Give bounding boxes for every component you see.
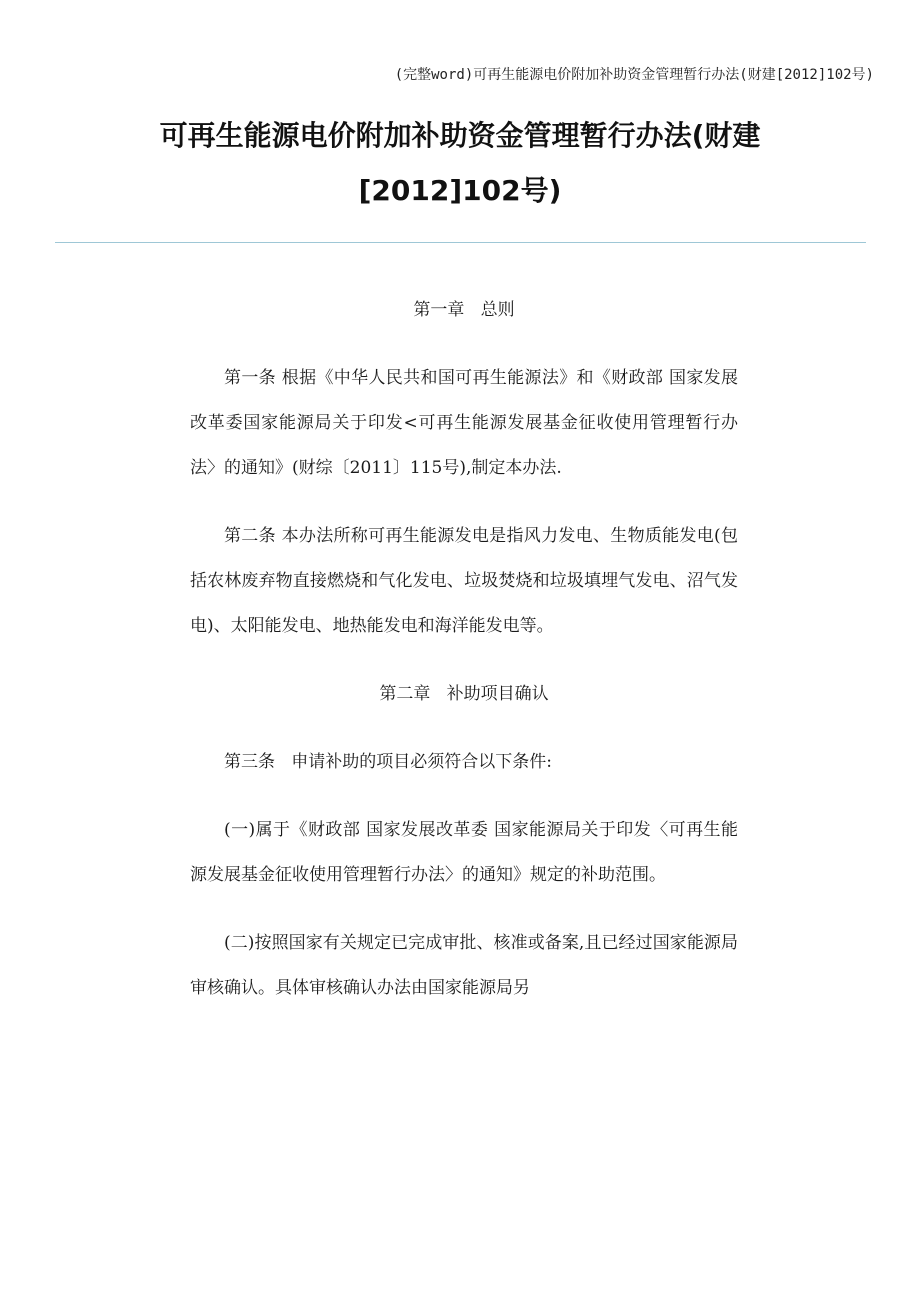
title-divider bbox=[55, 242, 866, 243]
running-header: (完整word)可再生能源电价附加补助资金管理暂行办法(财建[2012]102号) bbox=[394, 67, 874, 83]
chapter-heading-2: 第二章 补助项目确认 bbox=[379, 684, 549, 704]
clause-2: (二)按照国家有关规定已完成审批、核准或备案,且已经过国家能源局审核确认。具体审核确认办法由国家能源局另 bbox=[190, 933, 738, 998]
document-title bbox=[60, 108, 860, 218]
clause-1: (一)属于《财政部 国家发展改革委 国家能源局关于印发〈可再生能源发展基金征收使用管理暂行办法〉的通知》规定的补助范围。 bbox=[190, 820, 738, 885]
article-3: 第三条 申请补助的项目必须符合以下条件: bbox=[224, 752, 552, 772]
chapter-heading-1: 第一章 总则 bbox=[413, 300, 515, 320]
document-body bbox=[190, 288, 738, 1034]
article-1: 第一条 根据《中华人民共和国可再生能源法》和《财政部 国家发展改革委国家能源局关于印发<可再生能源发展基金征收使用管理暂行办法〉的通知》(财综〔2011〕115号),制定本办法. bbox=[190, 368, 738, 478]
document-title-line-1: 可再生能源电价附加补助资金管理暂行办法(财建 bbox=[159, 119, 761, 152]
article-2: 第二条 本办法所称可再生能源发电是指风力发电、生物质能发电(包括农林废弃物直接燃烧和气化发电、垃圾焚烧和垃圾填埋气发电、沼气发电)、太阳能发电、地热能发电和海洋能发电等。 bbox=[190, 526, 738, 636]
document-title-line-2: [2012]102号) bbox=[358, 174, 562, 207]
